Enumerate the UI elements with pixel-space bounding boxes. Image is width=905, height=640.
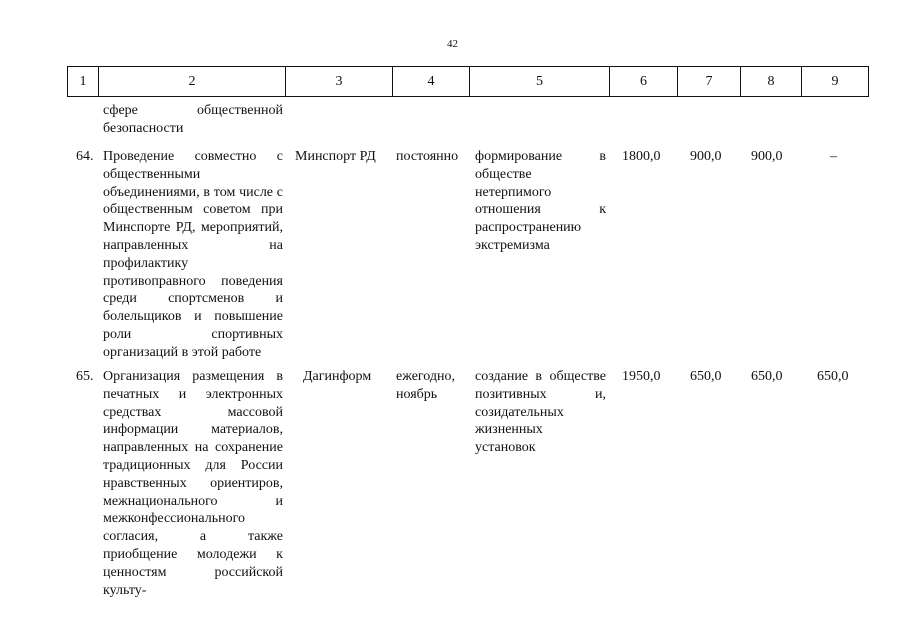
header-col-5: 5	[470, 67, 610, 96]
header-col-1: 1	[68, 67, 99, 96]
row-65-year3: 650,0	[817, 369, 849, 384]
row-65-year1: 650,0	[690, 369, 722, 384]
row-65-total: 1950,0	[622, 369, 661, 384]
row-65-executor: Дагинформ	[303, 369, 372, 384]
row-64-result: формирование в обществе нетерпимого отношения к распространению экстремизма	[475, 149, 606, 253]
row-65-number: 65.	[76, 369, 94, 384]
row-64-number: 64.	[76, 149, 94, 164]
row-64-term: постоянно	[396, 149, 459, 164]
header-col-8: 8	[741, 67, 802, 96]
row-64-description: Проведение совместно с общественными объединениями, в том числе с общественным советом при Минспорте РД, мероприятий, направленных на профилактику противоправного поведения среди спортсменов и болельщиков и повышение роли спортивных организаций в этой работе	[103, 149, 283, 360]
row-64-executor: Минспорт РД	[295, 149, 376, 164]
row-65-description: Организация размещения в печатных и электронных средствах массовой информации материалов, направленных на сохранение традиционных для России нравственных ориентиров, межнационального и межконфессионального согласия, а также приобщение молодежи к ценностям российской культу-	[103, 369, 283, 598]
header-col-9: 9	[831, 73, 839, 89]
row-64-year3: –	[830, 149, 837, 164]
header-col-2: 2	[99, 67, 286, 96]
header-col-6: 6	[610, 67, 678, 96]
header-col-7: 7	[678, 67, 741, 96]
continued-description: сфере общественной безопасности	[103, 103, 283, 136]
row-64-year2: 900,0	[751, 149, 783, 164]
row-64-total: 1800,0	[622, 149, 661, 164]
header-col-4: 4	[393, 67, 470, 96]
page-number: 42	[447, 38, 458, 50]
table-header	[67, 66, 869, 97]
header-col-3: 3	[286, 67, 393, 96]
row-65-term: ежегодно, ноябрь	[396, 369, 456, 402]
row-64-year1: 900,0	[690, 149, 722, 164]
row-65-result: создание в обществе позитивных и, созидательных жизненных установок	[475, 369, 606, 456]
row-65-year2: 650,0	[751, 369, 783, 384]
